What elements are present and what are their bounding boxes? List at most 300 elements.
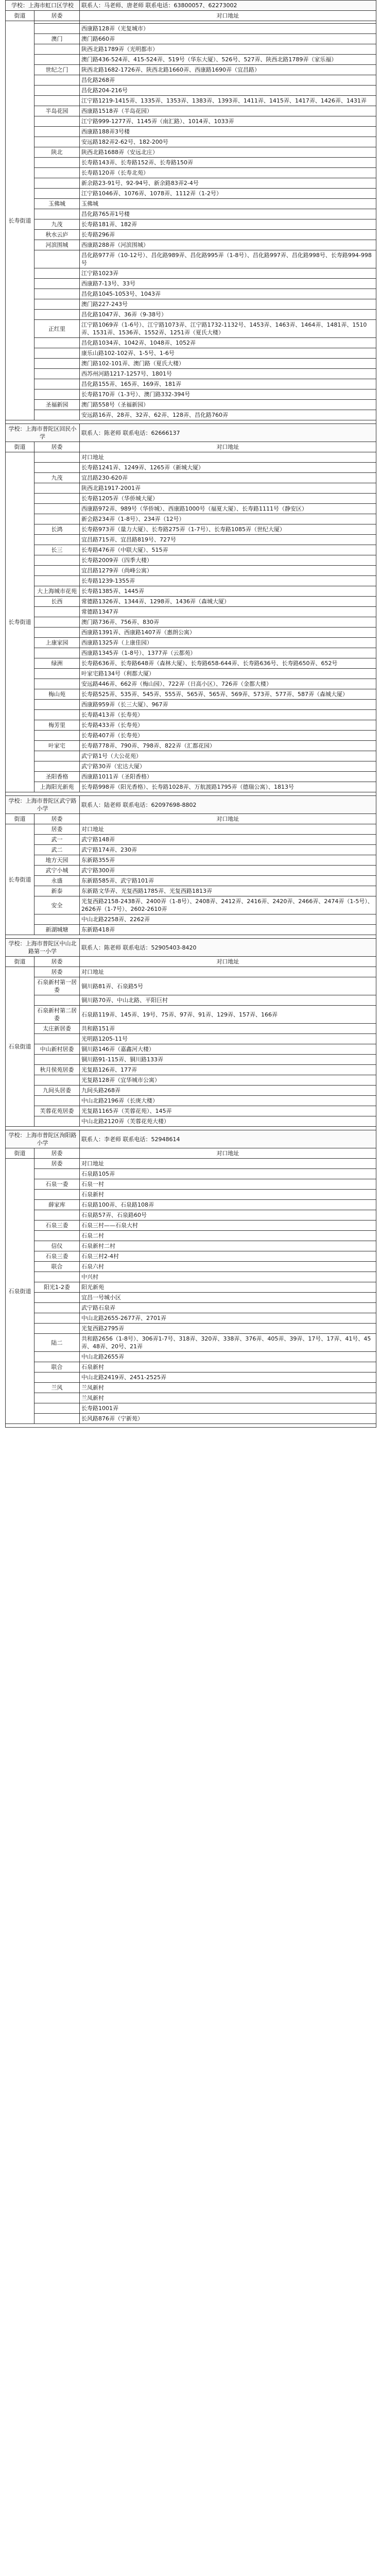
resident-cell: 梅山苑 [34,689,80,700]
table-row [6,597,376,607]
address-header: 对口地址 [80,1148,376,1159]
resident-cell [34,310,80,320]
address-cell: 武宁路174弄、230弄 [80,845,376,855]
resident-cell [34,1372,80,1383]
resident-cell: 石泉新村第二居委 [34,1006,80,1024]
address-cell: 宜昌路715弄、宜昌路819号、727号 [80,535,376,545]
resident-cell: 武宁小城 [34,866,80,876]
table-row [6,535,376,545]
table-row [6,995,376,1006]
table-row [6,1231,376,1241]
resident-cell [34,494,80,504]
table-row [6,1303,376,1313]
table-row [6,731,376,741]
table-row [6,896,376,914]
table-row [6,310,376,320]
street-cell: 长寿街道 [6,824,34,935]
address-cell: 陕西北路1688弄（安远北庄） [80,147,376,158]
table-row [6,524,376,535]
school-contact: 联系人：陈老师 联系电话：62666137 [80,424,376,442]
address-cell: 中山北路2419弄、2451-2525弄 [80,1372,376,1383]
address-cell: 石泉新村二村 [80,1241,376,1251]
address-cell: 长寿路1239-1355弄 [80,576,376,586]
address-cell: 陕西北路1789弄（光明都市） [80,44,376,55]
resident-cell [34,648,80,658]
address-cell: 西康路128弄（光复城市） [80,24,376,34]
address-cell: 光复西路2795弄 [80,1324,376,1334]
school-contact: 联系人：李老师 联系电话：52948614 [80,1130,376,1148]
table-row [6,866,376,876]
resident-cell [34,483,80,494]
table-row [6,379,376,389]
address-cell: 东新路355弄 [80,855,376,866]
address-cell: 安远路446弄、662弄（梅山园）、722弄（日高小区）、726弄（金都大楼） [80,679,376,689]
table-row [6,679,376,689]
table-row [6,463,376,473]
resident-cell: 秋水云庐 [34,230,80,240]
address-cell: 陕西北路1682-1726弄、陕西北路1660弄、西康路1690弄（宜昌路） [80,65,376,75]
gap-cell [6,1424,376,1428]
address-cell: 西康路288弄（河滨围城） [80,240,376,250]
table-row [6,504,376,514]
table-row [6,209,376,219]
address-cell: 中山北路2655弄 [80,1352,376,1362]
table-row [6,967,376,977]
table-row [6,1334,376,1352]
table-row [6,710,376,720]
address-header: 对口地址 [80,442,376,452]
table-row [6,1272,376,1282]
street-header: 街道 [6,11,34,21]
address-cell: 中山北路2655-2677弄、2701弄 [80,1313,376,1324]
address-cell: 宜昌一号城小区 [80,1293,376,1303]
address-cell: 石泉六村 [80,1262,376,1272]
resident-cell [34,279,80,289]
resident-cell [34,679,80,689]
table-row [6,348,376,359]
resident-cell [34,669,80,679]
section-gap [6,420,376,424]
table-row [6,199,376,209]
table-row [6,34,376,44]
resident-cell: 陕北 [34,147,80,158]
address-cell: 石泉路100弄、石泉路108弄 [80,1200,376,1210]
resident-cell [34,463,80,473]
resident-cell: 石泉三委 [34,1221,80,1231]
resident-cell: 武一 [34,835,80,845]
resident-cell [34,168,80,178]
resident-cell [34,710,80,720]
table-row [6,44,376,55]
table-row [6,1096,376,1106]
address-cell: 光明路1205-11号 [80,1034,376,1044]
table-row [6,452,376,463]
school-contact: 联系人：陈老师 联系电话：52905403-8420 [80,939,376,957]
resident-header: 居委 [34,442,80,452]
resident-cell: 圣阳香格 [34,772,80,782]
resident-cell: 九茂 [34,219,80,230]
table-row [6,1169,376,1179]
resident-cell [34,1169,80,1179]
address-cell: 叶家宅路134号（利都大厦） [80,669,376,679]
resident-cell [34,116,80,127]
table-row [6,700,376,710]
address-cell: 玉佛城 [80,199,376,209]
table-row [6,127,376,137]
table-row [6,268,376,279]
resident-cell [34,751,80,761]
table-row [6,1282,376,1293]
school-name: 学校：上海市普陀区洵阳路小学 [6,1130,80,1148]
street-cell: 长寿街道 [6,21,34,420]
resident-cell [34,268,80,279]
resident-cell [34,761,80,772]
address-cell: 中山北路2258弄、2262弄 [80,914,376,925]
table-row [6,720,376,731]
resident-cell [34,348,80,359]
address-cell: 石泉一村 [80,1179,376,1190]
address-cell: 武宁路148弄 [80,835,376,845]
address-cell: 昌化路765弄1号楼 [80,209,376,219]
school-header-row [6,796,376,814]
table-row [6,1075,376,1086]
table-row [6,289,376,299]
address-cell: 光复路1165弄（芙蓉花苑）、145弄 [80,1106,376,1116]
resident-cell [34,96,80,106]
table-row [6,483,376,494]
table-row [6,1324,376,1334]
table-row [6,1210,376,1221]
table-row [6,1393,376,1403]
resident-cell: 圣福新园 [34,400,80,410]
resident-cell [34,178,80,189]
address-cell: 昌化路155弄、165弄、169弄、181弄 [80,379,376,389]
resident-cell [34,1034,80,1044]
address-cell: 长寿路2009弄（四季大楼） [80,555,376,566]
table-row [6,782,376,792]
resident-header: 居委 [34,11,80,21]
table-row [6,1055,376,1065]
address-cell: 武宁路石泉弄 [80,1303,376,1313]
column-header-row [6,814,376,824]
resident-cell [34,379,80,389]
address-cell: 石泉新村 [80,1362,376,1372]
section-gap [6,792,376,796]
table-row [6,761,376,772]
address-cell: 光复西路2158-2438弄、2400弄（1-8号）、2408弄、2412弄、2416弄、2420弄、2466弄、2474弄（1-5号）、2626弄（1-7号）、2602-2610弄 [80,896,376,914]
resident-cell [34,1414,80,1424]
resident-cell: 秋月侯苑居委 [34,1065,80,1075]
resident-cell [34,1116,80,1127]
address-cell: 武宁路1号（大公花苑） [80,751,376,761]
address-cell: 澳门路660弄 [80,34,376,44]
resident-cell [34,158,80,168]
table-row [6,628,376,638]
resident-cell [34,24,80,34]
resident-cell [34,289,80,299]
address-cell: 长寿路778弄、790弄、798弄、822弄（汇都花园） [80,741,376,751]
table-row [6,1034,376,1044]
table-row [6,617,376,628]
street-header: 街道 [6,814,34,824]
address-cell: 昌化路268弄 [80,75,376,86]
resident-cell [34,1324,80,1334]
resident-cell: 玉佛城 [34,199,80,209]
table-row [6,977,376,995]
address-cell: 长寿路1241弄、1249弄、1265弄（新城大厦） [80,463,376,473]
resident-cell [34,1403,80,1414]
resident-cell [34,137,80,147]
address-cell: 中山北路2196弄（长庚大楼） [80,1096,376,1106]
table-row [6,1414,376,1424]
resident-cell: 长西 [34,597,80,607]
resident-cell: 河滨围城 [34,240,80,250]
address-cell: 昌化路1045-1053号、1043弄 [80,289,376,299]
resident-cell: 叶家宅 [34,741,80,751]
table-row [6,1065,376,1075]
resident-cell [34,731,80,741]
column-header-row [6,957,376,967]
address-cell: 江宁路999-1277弄、1145弄（南汇路）、1014弄、1033弄 [80,116,376,127]
address-cell: 西康路972弄、989号（华侨城）、西康路1000号（福夏大厦）、长寿路1111号（静安区） [80,504,376,514]
resident-cell: 九茂 [34,473,80,483]
address-cell: 昌化路977弄（10-12号）、昌化路989弄、昌化路995弄（1-8号）、昌化路997弄、昌化路998号、长寿路994-998号 [80,250,376,268]
table-row [6,320,376,338]
table-row [6,545,376,555]
address-cell: 西康路1345弄（1-8号）、1377弄（云都苑） [80,648,376,658]
address-cell: 阳光新苑 [80,1282,376,1293]
resident-cell [34,628,80,638]
address-cell: 石泉路57弄、石泉路60号 [80,1210,376,1221]
address-cell: 长寿路181弄、182弄 [80,219,376,230]
column-header-row [6,442,376,452]
resident-header: 居委 [34,1148,80,1159]
address-header: 对口地址 [80,814,376,824]
table-row [6,607,376,617]
table-row [6,741,376,751]
address-cell: 兰凤新村 [80,1383,376,1393]
address-cell: 东新路418弄 [80,925,376,935]
street-header: 街道 [6,442,34,452]
address-cell: 安远路16弄、28弄、32弄、62弄、128弄、昌化路760弄 [80,410,376,420]
table-row [6,24,376,34]
column-header-row [6,11,376,21]
address-cell: 陕西北路1917-2001弄 [80,483,376,494]
column-header-row [6,1148,376,1159]
resident-cell [34,914,80,925]
table-row [6,240,376,250]
table-row [6,1362,376,1372]
address-cell: 昌化路1034弄、1042弄、1048弄、1052弄 [80,338,376,348]
resident-cell: 石泉新村第一居委 [34,977,80,995]
table-row [6,55,376,65]
address-cell: 对口地址 [80,452,376,463]
address-cell: 长寿路170弄（1-3号）、澳门路332-394号 [80,389,376,400]
resident-cell [34,576,80,586]
school-header-row [6,1,376,11]
address-cell: 长寿路998弄（阳光香格）、长寿路1028弄、万航渡路1795弄（德瑞公寓）、1813号 [80,782,376,792]
table-row [6,279,376,289]
table-row [6,1313,376,1324]
school-contact: 联系人：马老师、唐老师 联系电话：63800057、62273002 [80,1,376,11]
address-cell: 康乐山路102-102弄、1-5号、1-6号 [80,348,376,359]
address-cell: 中山北路2120弄（芙蓉花苑大楼） [80,1116,376,1127]
resident-cell: 半岛花园 [34,106,80,116]
resident-cell [34,452,80,463]
table-row [6,914,376,925]
table-row [6,106,376,116]
resident-cell [34,1272,80,1282]
address-cell: 石泉二村 [80,1231,376,1241]
resident-cell [34,1055,80,1065]
resident-cell: 薛家库 [34,1200,80,1210]
address-cell: 长风路876弄（宁新苑） [80,1414,376,1424]
table-row [6,230,376,240]
table-row [6,855,376,866]
resident-cell: 武二 [34,845,80,855]
resident-cell: 长三 [34,545,80,555]
address-cell: 宜昌路230-620弄 [80,473,376,483]
table-row [6,1006,376,1024]
gap-cell [6,420,376,424]
resident-cell: 联合 [34,1362,80,1372]
resident-cell: 中山新村居委 [34,1044,80,1055]
gap-cell [6,792,376,796]
resident-cell: 永盛 [34,876,80,886]
address-cell: 澳门路736弄、756弄、830弄 [80,617,376,628]
address-cell: 长寿路525弄、535弄、545弄、555弄、565弄、565弄、569弄、573弄、577弄、587弄（森城大厦） [80,689,376,700]
table-row [6,658,376,669]
resident-cell [34,1313,80,1324]
resident-cell [34,514,80,524]
address-header: 对口地址 [80,957,376,967]
table-row [6,299,376,310]
street-cell: 长寿街道 [6,452,34,792]
table-row [6,1024,376,1034]
school-name: 学校：上海市虹口区学校 [6,1,80,11]
table-row [6,824,376,835]
table-row [6,1241,376,1251]
address-cell: 对口地址 [80,824,376,835]
address-cell: 长寿路476弄（中联大厦）、515弄 [80,545,376,555]
address-cell: 石泉路105弄 [80,1169,376,1179]
table-row [6,400,376,410]
address-cell: 常德路1347弄 [80,607,376,617]
address-header: 对口地址 [80,11,376,21]
table-row [6,1221,376,1231]
address-cell: 武宁路30弄（宏达大厦） [80,761,376,772]
resident-cell: 九间头居委 [34,1086,80,1096]
address-cell: 铜川路70弄、中山北路、平阳巨村 [80,995,376,1006]
resident-cell: 芙蓉花苑居委 [34,1106,80,1116]
table-row [6,669,376,679]
resident-cell: 安全 [34,896,80,914]
address-cell: 兰凤新村 [80,1393,376,1403]
address-cell: 江宁路1023弄 [80,268,376,279]
school-name: 学校：上海市普陀区回民小学 [6,424,80,442]
table-row [6,494,376,504]
resident-cell: 新湖城塘 [34,925,80,935]
address-cell: 澳门路436-524弄、415-524弄、519号（华东大厦）、526号、527弄、陕西北路1789弄（家乐福） [80,55,376,65]
table-row [6,137,376,147]
address-cell: 长寿路407弄（长寿苑） [80,731,376,741]
address-cell: 对口地址 [80,1159,376,1169]
resident-cell [34,55,80,65]
enrollment-table [5,0,376,1428]
table-row [6,1403,376,1414]
resident-cell [34,555,80,566]
table-row [6,1352,376,1362]
address-cell: 宜昌路1279弄（尚峰公寓） [80,566,376,576]
table-row [6,514,376,524]
table-row [6,178,376,189]
street-header: 街道 [6,957,34,967]
table-row [6,389,376,400]
resident-cell [34,617,80,628]
address-cell: 江宁路1219-1415弄、1335弄、1353弄、1383弄、1393弄、1411弄、1415弄、1417弄、1426弄、1431弄 [80,96,376,106]
address-cell: 昌化路204-216号 [80,86,376,96]
table-row [6,555,376,566]
table-row [6,473,376,483]
table-row [6,219,376,230]
resident-cell [34,127,80,137]
table-row [6,86,376,96]
resident-cell: 大上海城市花苑 [34,586,80,597]
address-cell: 西康路1518弄（半岛花园） [80,106,376,116]
table-row [6,925,376,935]
school-header-row [6,1130,376,1148]
table-row [6,1179,376,1190]
resident-cell [34,1096,80,1106]
table-row [6,369,376,379]
table-row [6,158,376,168]
resident-cell: 石泉三委 [34,1251,80,1262]
address-cell: 九间头路268弄 [80,1086,376,1096]
table-row [6,845,376,855]
address-cell: 昌化路1047弄、36弄（9-38号） [80,310,376,320]
section-gap [6,935,376,939]
address-cell: 西苏州河路1217-1257号、1801号 [80,369,376,379]
table-row [6,168,376,178]
table-row [6,1116,376,1127]
table-row [6,835,376,845]
resident-cell [34,75,80,86]
address-cell: 铜川路91-115弄、铜川路133弄 [80,1055,376,1065]
address-cell: 长寿路1205弄（华侨城大厦） [80,494,376,504]
table-row [6,1159,376,1169]
address-cell: 新会路234弄（1-8号）、234弄（12号） [80,514,376,524]
resident-cell [34,209,80,219]
resident-cell: 上海阳光新苑 [34,782,80,792]
address-cell: 西康路188弄3号楼 [80,127,376,137]
table-row [6,359,376,369]
resident-cell [34,389,80,400]
resident-cell: 居委 [34,967,80,977]
school-header-row [6,424,376,442]
resident-cell: 居委 [34,824,80,835]
address-cell: 澳门路102-101弄、澳门路（夏氏大楼） [80,359,376,369]
resident-cell [34,299,80,310]
table-row [6,1200,376,1210]
address-cell: 中兴村 [80,1272,376,1282]
address-cell: 新余路23-91号、92-94号、新余路83弄2-4号 [80,178,376,189]
school-name: 学校：上海市普陀区中山北路第一小学 [6,939,80,957]
resident-cell [34,607,80,617]
resident-cell [34,410,80,420]
address-cell: 长寿路973弄（量力大厦）、长寿路275弄（1-7号）、长寿路1085弄（世纪大厦） [80,524,376,535]
street-header: 街道 [6,1148,34,1159]
table-row [6,75,376,86]
